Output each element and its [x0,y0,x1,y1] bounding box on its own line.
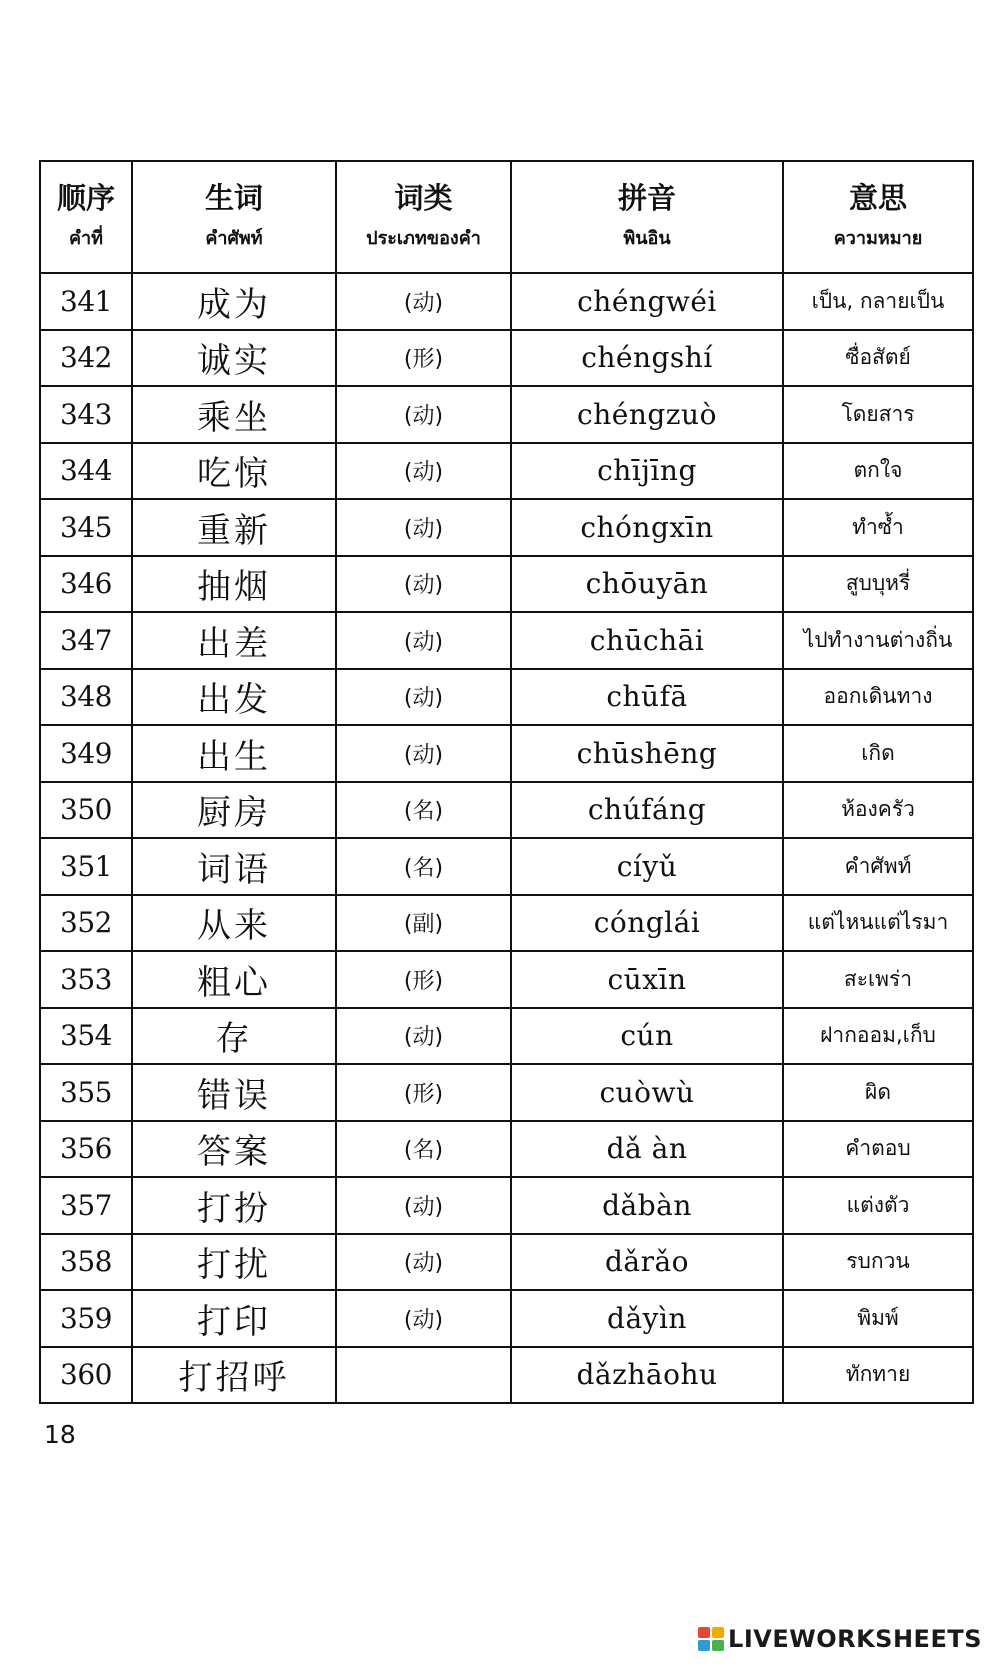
thai-meaning-cell: ตกใจ [783,443,973,500]
header-order-zh: 顺序 [56,181,115,215]
row-number-cell: 358 [40,1234,132,1291]
logo-square-blue [698,1640,710,1651]
chinese-word-cell: 重新 [132,499,336,556]
pinyin-cell: cónglái [511,895,783,952]
vocabulary-sheet [39,160,972,1404]
row-number-cell: 344 [40,443,132,500]
table-row [40,273,973,330]
vocabulary-table [39,160,974,1404]
header-meaning-th: ความหมาย [833,228,923,249]
thai-meaning-cell: ไปทำงานต่างถิ่น [783,612,973,669]
pinyin-cell: dǎrǎo [511,1234,783,1291]
thai-meaning-cell: ฝากออม,เก็บ [783,1008,973,1065]
brand-name: LIVEWORKSHEETS [728,1625,982,1653]
part-of-speech-cell: (动) [336,1008,511,1065]
row-number-cell: 346 [40,556,132,613]
chinese-word-cell: 成为 [132,273,336,330]
thai-meaning-cell: ออกเดินทาง [783,669,973,726]
row-number-cell: 360 [40,1347,132,1404]
chinese-word-cell: 乘坐 [132,386,336,443]
chinese-word-cell: 诚实 [132,330,336,387]
table-row [40,499,973,556]
thai-meaning-cell: ผิด [783,1064,973,1121]
part-of-speech-cell: (动) [336,1290,511,1347]
table-row [40,1290,973,1347]
row-number-cell: 349 [40,725,132,782]
table-row [40,1177,973,1234]
row-number-cell: 341 [40,273,132,330]
table-row [40,1064,973,1121]
row-number-cell: 348 [40,669,132,726]
pinyin-cell: dǎ àn [511,1121,783,1178]
chinese-word-cell: 从来 [132,895,336,952]
table-header-row [40,161,973,273]
row-number-cell: 345 [40,499,132,556]
thai-meaning-cell: โดยสาร [783,386,973,443]
header-word-th: คำศัพท์ [205,228,263,249]
table-row [40,951,973,1008]
row-number-cell: 355 [40,1064,132,1121]
header-order-th: คำที่ [68,228,103,249]
chinese-word-cell: 抽烟 [132,556,336,613]
row-number-cell: 356 [40,1121,132,1178]
thai-meaning-cell: ห้องครัว [783,782,973,839]
part-of-speech-cell: (动) [336,499,511,556]
thai-meaning-cell: ซื่อสัตย์ [783,330,973,387]
pinyin-cell: chéngwéi [511,273,783,330]
thai-meaning-cell: แต่งตัว [783,1177,973,1234]
row-number-cell: 351 [40,838,132,895]
part-of-speech-cell: (动) [336,612,511,669]
part-of-speech-cell: (副) [336,895,511,952]
row-number-cell: 352 [40,895,132,952]
header-meaning-zh: 意思 [848,181,907,215]
part-of-speech-cell: (动) [336,669,511,726]
chinese-word-cell: 出发 [132,669,336,726]
chinese-word-cell: 打扮 [132,1177,336,1234]
pinyin-cell: chōuyān [511,556,783,613]
table-row [40,443,973,500]
part-of-speech-cell: (形) [336,1064,511,1121]
row-number-cell: 357 [40,1177,132,1234]
header-meaning [783,161,973,273]
chinese-word-cell: 存 [132,1008,336,1065]
row-number-cell: 353 [40,951,132,1008]
chinese-word-cell: 出生 [132,725,336,782]
chinese-word-cell: 词语 [132,838,336,895]
header-pinyin-zh: 拼音 [617,181,676,215]
chinese-word-cell: 出差 [132,612,336,669]
table-row [40,1008,973,1065]
logo-square-yellow [712,1627,724,1638]
thai-meaning-cell: คำตอบ [783,1121,973,1178]
part-of-speech-cell: (形) [336,951,511,1008]
row-number-cell: 359 [40,1290,132,1347]
thai-meaning-cell: ทักทาย [783,1347,973,1404]
header-word-zh: 生词 [204,181,263,215]
part-of-speech-cell: (名) [336,782,511,839]
thai-meaning-cell: รบกวน [783,1234,973,1291]
chinese-word-cell: 打扰 [132,1234,336,1291]
pinyin-cell: cún [511,1008,783,1065]
thai-meaning-cell: สะเพร่า [783,951,973,1008]
header-order [40,161,132,273]
page-number: 18 [44,1420,76,1449]
part-of-speech-cell: (动) [336,725,511,782]
pinyin-cell: dǎbàn [511,1177,783,1234]
pinyin-cell: chóngxīn [511,499,783,556]
pinyin-cell: chūfā [511,669,783,726]
thai-meaning-cell: เกิด [783,725,973,782]
thai-meaning-cell: สูบบุหรี่ [783,556,973,613]
pinyin-cell: cūxīn [511,951,783,1008]
row-number-cell: 343 [40,386,132,443]
pinyin-cell: chúfáng [511,782,783,839]
chinese-word-cell: 厨房 [132,782,336,839]
table-row [40,612,973,669]
pinyin-cell: chūchāi [511,612,783,669]
chinese-word-cell: 答案 [132,1121,336,1178]
header-pinyin-th: พินอิน [623,228,671,249]
table-row [40,1234,973,1291]
thai-meaning-cell: เป็น, กลายเป็น [783,273,973,330]
table-row [40,556,973,613]
table-row [40,838,973,895]
pinyin-cell: chéngzuò [511,386,783,443]
header-pinyin [511,161,783,273]
chinese-word-cell: 错误 [132,1064,336,1121]
header-pos-zh: 词类 [394,181,453,215]
table-row [40,782,973,839]
part-of-speech-cell: (动) [336,273,511,330]
part-of-speech-cell: (动) [336,1234,511,1291]
row-number-cell: 354 [40,1008,132,1065]
part-of-speech-cell [336,1347,511,1404]
table-row [40,1347,973,1404]
pinyin-cell: chūshēng [511,725,783,782]
thai-meaning-cell: พิมพ์ [783,1290,973,1347]
table-row [40,386,973,443]
row-number-cell: 347 [40,612,132,669]
part-of-speech-cell: (动) [336,1177,511,1234]
pinyin-cell: dǎyìn [511,1290,783,1347]
logo-square-green [712,1640,724,1651]
table-row [40,725,973,782]
header-part-of-speech [336,161,511,273]
chinese-word-cell: 打招呼 [132,1347,336,1404]
pinyin-cell: chéngshí [511,330,783,387]
liveworksheets-logo-icon [698,1627,724,1651]
header-word [132,161,336,273]
part-of-speech-cell: (动) [336,443,511,500]
chinese-word-cell: 粗心 [132,951,336,1008]
chinese-word-cell: 吃惊 [132,443,336,500]
pinyin-cell: cíyǔ [511,838,783,895]
part-of-speech-cell: (名) [336,838,511,895]
pinyin-cell: cuòwù [511,1064,783,1121]
table-row [40,895,973,952]
chinese-word-cell: 打印 [132,1290,336,1347]
pinyin-cell: dǎzhāohu [511,1347,783,1404]
row-number-cell: 342 [40,330,132,387]
table-body [40,273,973,1403]
part-of-speech-cell: (形) [336,330,511,387]
header-pos-th: ประเภทของคำ [366,228,481,249]
thai-meaning-cell: ทำซ้ำ [783,499,973,556]
part-of-speech-cell: (名) [336,1121,511,1178]
thai-meaning-cell: คำศัพท์ [783,838,973,895]
thai-meaning-cell: แต่ไหนแต่ไรมา [783,895,973,952]
liveworksheets-brand [698,1625,982,1653]
row-number-cell: 350 [40,782,132,839]
pinyin-cell: chījīng [511,443,783,500]
part-of-speech-cell: (动) [336,556,511,613]
table-row [40,669,973,726]
table-row [40,1121,973,1178]
part-of-speech-cell: (动) [336,386,511,443]
table-row [40,330,973,387]
logo-square-red [698,1627,710,1638]
